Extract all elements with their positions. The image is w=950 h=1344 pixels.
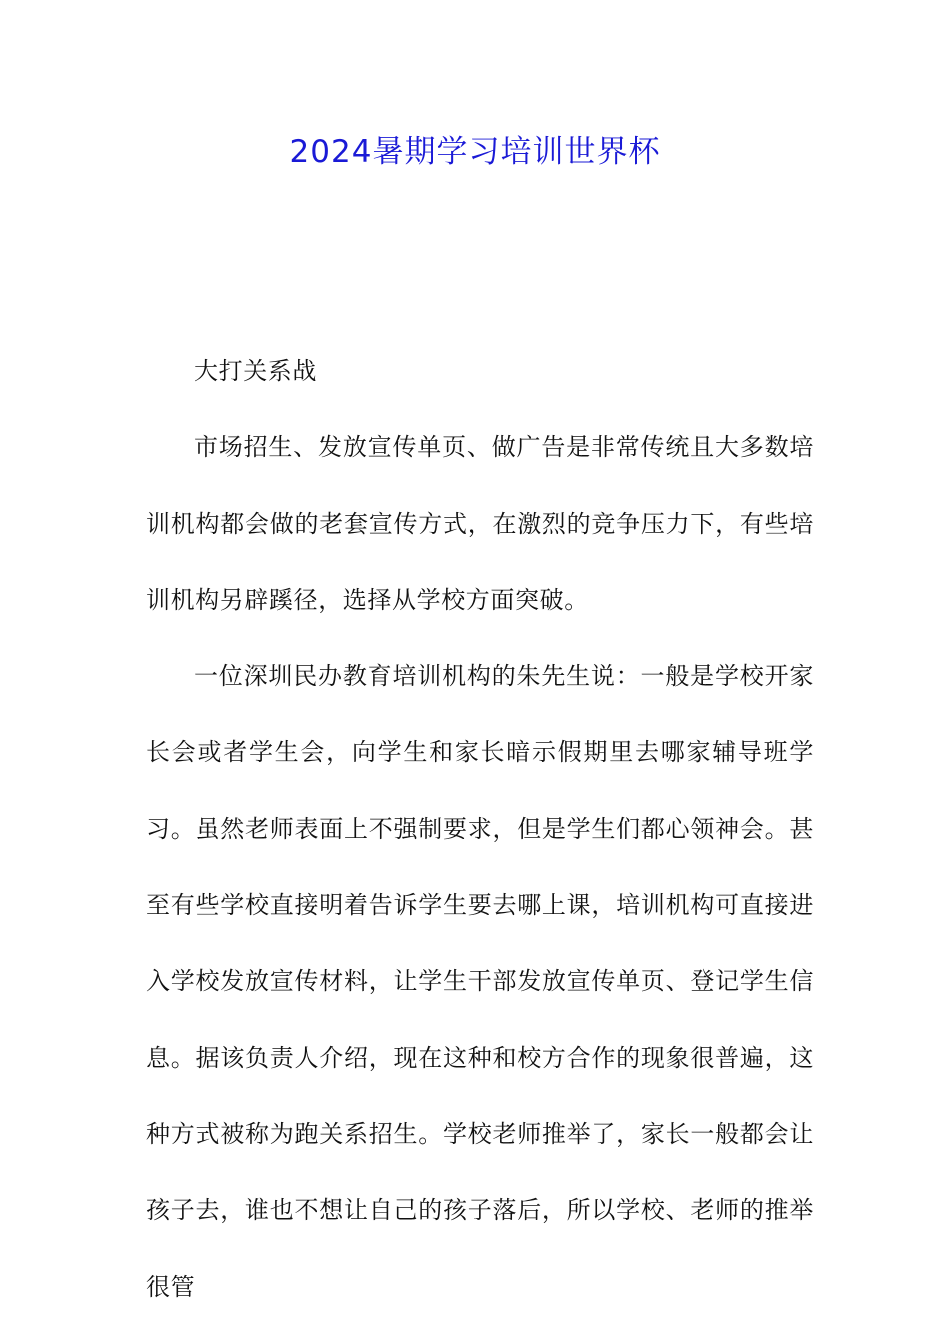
paragraph: 市场招生、发放宣传单页、做广告是非常传统且大多数培训机构都会做的老套宣传方式，在激烈的竞争压力下，有些培训机构另辟蹊径，选择从学校方面突破。 (146, 433, 814, 614)
paragraph-heading: 大打关系战 (194, 357, 317, 385)
document-body (146, 333, 814, 1325)
document-title: 2024暑期学习培训世界杯 (289, 134, 661, 170)
paragraph: 一位深圳民办教育培训机构的朱先生说：一般是学校开家长会或者学生会，向学生和家长暗示假期里去哪家辅导班学习。虽然老师表面上不强制要求，但是学生们都心领神会。甚至有些学校直接明着告诉学生要去哪上课，培训机构可直接进入学校发放宣传材料，让学生干部发放宣传单页、登记学生信息。据该负责人介绍，现在这种和校方合作的现象很普遍，这种方式被称为跑关系招生。学校老师推举了，家长一般都会让孩子去，谁也不想让自己的孩子落后，所以学校、老师的推举很管 (146, 662, 814, 1301)
